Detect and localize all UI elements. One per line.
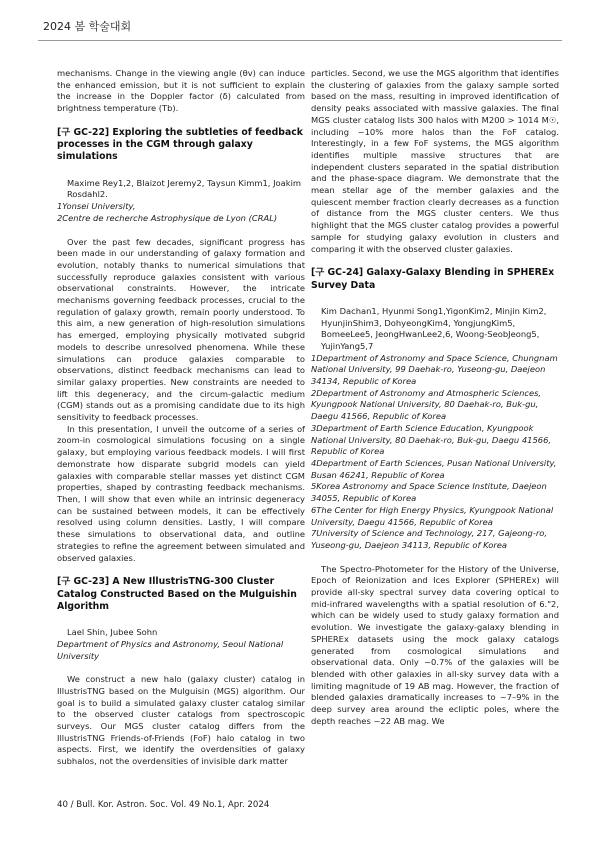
page-footer: 40 / Bull. Kor. Astron. Soc. Vol. 49 No.1, Apr. 2024 — [57, 800, 270, 810]
gc22-paragraph-1: Over the past few decades, significant progress has been made in our understanding of galaxy formation and evolution, notably thanks to numerical simulations that successfully reproduce galaxies consistent with various observational constraints. However, the intricate mechanisms governing feedback processes, crucial to the regulation of galaxy growth, remain poorly understood. To this aim, a new generation of high-resolution simulations has emerged, employing physically motivated subgrid models to describe unresolved phenomena. While these simulations can produce galaxies comparable to observations, distinct feedback mechanisms can lead to similar galaxy properties. New constraints are needed to lift this degeneracy, and the circum-galactic medium (CGM) stands out as a promising candidate due to its high sensitivity to feedback processes. — [57, 236, 305, 423]
gc23-authors: Lael Shin, Jubee Sohn — [67, 627, 158, 638]
gc22-authors: Maxime Rey1,2, Blaizot Jeremy2, Taysun Kimm1, Joakim Rosdahl2. — [67, 177, 302, 200]
gc24-affiliation-7: 7University of Science and Technology, 217, Gajeong-ro, Yuseong-gu, Daejeon 34113, Republic of Korea — [311, 528, 548, 550]
left-column — [57, 68, 305, 768]
gc24-affiliation-3: 3Department of Earth Science Education, Kyungpook National University, 80 Daehak-ro, Buk-gu, Daegu 41566, Republic of Korea — [311, 422, 552, 457]
gc24-paragraph-1: The Spectro-Photometer for the History of the Universe, Epoch of Reionization and Ices Explorer (SPHEREx) will provide all-sky spectral survey data covering optical to mid-infrared wavelengths with a spatial resolution of 6."2, which can be widely used to study galaxy formation and evolution. We investigate the galaxy-galaxy blending in SPHEREx datasets using the mock galaxy catalogs generated from cosmological simulations and observational data. Only ~0.7% of the galaxies will be blended with other galaxies in all-sky survey data with a limiting magnitude of 19 AB mag. However, the fraction of blended galaxies dramatically increases to ~7–9% in the deep survey area around the ecliptic poles, where the depth reaches ~22 AB mag. We — [311, 563, 559, 726]
running-header: 2024 봄 학술대회 — [43, 20, 132, 33]
gc22-paragraph-2: In this presentation, I unveil the outcome of a series of zoom-in cosmological simulations focusing on a single galaxy, but employing various feedback models. I will first demonstrate how disparate subgrid models can yield galaxies with comparable stellar masses yet distinct CGM properties, shaped by contrasting feedback mechanisms. Then, I will show that even while an intrinsic degeneracy can be sustained between models, it can be effectively resolved using column densities. Lastly, I will compare these simulations to observational data, and outline strategies to refine the agreement between simulated and observed galaxies. — [57, 423, 305, 563]
gc24-title: [구 GC-24] Galaxy-Galaxy Blending in SPHEREx Survey Data — [311, 267, 555, 291]
gc22-affiliation-1: 1Yonsei University, — [57, 201, 136, 212]
gc23-paragraph-1: We construct a new halo (galaxy cluster) catalog in IllustrisTNG based on the Mulguisin (MGS) algorithm. Our goal is to build a simulated galaxy cluster catalog similar to the observed cluster catalogs from spectroscopic surveys. Our MGS cluster catalog differs from the IllustrisTNG Friends-of-Friends (FoF) halo catalog in two aspects. First, we identify the overdensities of galaxy subhalos, not the overdensities of invisible dark matter — [57, 674, 305, 767]
gc24-affiliation-1: 1Department of Astronomy and Space Science, Chungnam National University, 99 Daehak-ro, Yuseong-gu, Daejeon 34134, Republic of Korea — [311, 352, 558, 387]
header-divider — [38, 40, 562, 41]
gc24-authors: Kim Dachan1, Hyunmi Song1,YigonKim2, Minjin Kim2, HyunjinShim3, DohyeongKim4, YongjungKim5, BomeeLee5, JeongHwanLee2,6, Woong-SeobJeong5, YujinYang5,7 — [321, 305, 547, 351]
right-column — [311, 68, 559, 727]
gc23-affiliation-1: Department of Physics and Astronomy, Seoul National University — [57, 638, 284, 661]
gc23-title: [구 GC-23] A New IllustrisTNG-300 Cluster Catalog Constructed Based on the Mulguishin Algorithm — [57, 576, 297, 612]
gc24-affiliation-6: 6The Center for High Energy Physics, Kyungpook National University, Daegu 41566, Republic of Korea — [311, 504, 554, 527]
gc24-affiliation-4: 4Department of Earth Sciences, Pusan National University, Busan 46241, Republic of Korea — [311, 457, 557, 480]
intro-paragraph: mechanisms. Change in the viewing angle (θv) can induce the enhanced emission, but it is not sufficient to explain the increase in the Doppler factor (δ) calculated from brightness temperature (Tb). — [57, 68, 305, 114]
gc24-affiliation-5: 5Korea Astronomy and Space Science Institute, Daejeon 34055, Republic of Korea — [311, 481, 547, 504]
gc23-continued-paragraph: particles. Second, we use the MGS algorithm that identifies the clustering of galaxies from the galaxy sample sorted based on the mass, resulting in improved identification of density peaks associated with massive galaxies. The final MGS cluster catalog lists 300 halos with M200 > 1014 M☉, including ~10% more halos than the FoF catalog. Interestingly, in a few FoF systems, the MGS algorithm identifies multiple massive structures that are independent clusters separated in the spatial distribution and the phase-space diagram. We demonstrate that the mean stellar age of the member galaxies and the quiescent member fraction clearly decreases as a function of distance from the MGS cluster centers. We thus highlight that the MGS cluster catalog provides a powerful sample for studying galaxy evolution in clusters and comparing it with the observed cluster galaxies. — [311, 68, 559, 254]
gc22-title: [구 GC-22] Exploring the subtleties of feedback processes in the CGM through galaxy simulations — [57, 126, 303, 163]
gc22-affiliation-2: 2Centre de recherche Astrophysique de Lyon (CRAL) — [57, 212, 278, 223]
gc24-affiliation-2: 2Department of Astronomy and Atmospheric Sciences, Kyungpook National University, 80 Daehak-ro, Buk-gu, Daegu 41566, Republic of Korea — [311, 387, 542, 422]
